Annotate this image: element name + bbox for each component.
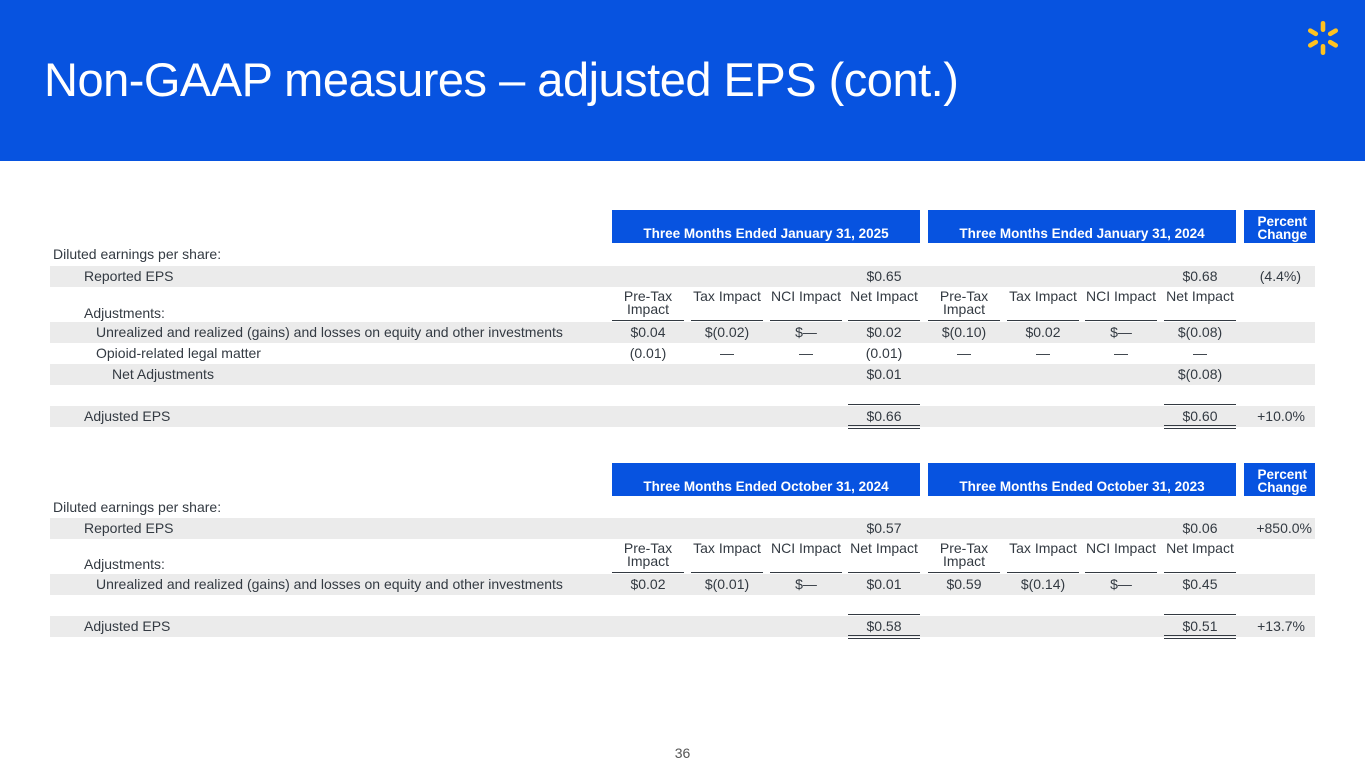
adjusted-eps-label: Adjusted EPS: [84, 408, 171, 424]
reported-eps-label: Reported EPS: [84, 520, 174, 536]
value-cell: —: [1114, 345, 1128, 361]
value-cell: —: [957, 345, 971, 361]
title-banner: [0, 0, 1365, 161]
adjusted-eps-label: Adjusted EPS: [84, 618, 171, 634]
adjustments-label: Adjustments:: [84, 305, 165, 321]
percent-change-header: Percent Change: [1244, 463, 1315, 496]
col-header-pretax-a: Pre-Tax Impact: [623, 540, 673, 569]
adjustments-header-row: [50, 539, 1315, 573]
diluted-label: Diluted earnings per share:: [53, 499, 222, 515]
col-header-nci-a: NCI Impact: [770, 540, 841, 556]
value-cell: $0.02: [1025, 324, 1061, 340]
value-cell: $0.59: [946, 576, 982, 592]
page-title: Non-GAAP measures – adjusted EPS (cont.): [44, 53, 959, 106]
reported-eps-b: $0.68: [1182, 268, 1218, 284]
value-cell: $—: [1110, 576, 1132, 592]
col-header-pretax-a: Pre-Tax Impact: [623, 288, 673, 317]
value-cell: —: [799, 345, 813, 361]
col-header-tax-b: Tax Impact: [1009, 288, 1077, 304]
reported-eps-a: $0.57: [866, 520, 902, 536]
net-adjustments-label: Net Adjustments: [112, 366, 214, 382]
period-header-b: Three Months Ended October 31, 2023: [928, 463, 1236, 496]
reported-eps-label: Reported EPS: [84, 268, 174, 284]
value-cell: $(0.08): [1177, 324, 1223, 340]
percent-change-header: Percent Change: [1244, 210, 1315, 243]
col-header-pretax-b: Pre-Tax Impact: [939, 540, 989, 569]
col-header-tax-a: Tax Impact: [693, 540, 761, 556]
diluted-label: Diluted earnings per share:: [53, 246, 222, 262]
col-header-pretax-b: Pre-Tax Impact: [939, 288, 989, 317]
value-cell: —: [720, 345, 734, 361]
col-header-net-a: Net Impact: [850, 288, 918, 304]
value-cell: $0.02: [630, 576, 666, 592]
value-cell: $0.45: [1182, 576, 1218, 592]
value-cell: $(0.01): [704, 576, 750, 592]
period-header-a: Three Months Ended October 31, 2024: [612, 463, 920, 496]
reported-eps-b: $0.06: [1182, 520, 1218, 536]
adjustment-row: [50, 322, 1315, 343]
adjusted-eps-row: [50, 406, 1315, 427]
adjusted-eps-b: $0.51: [1182, 618, 1218, 634]
reported-eps-pct: (4.4%): [1259, 268, 1301, 284]
value-cell: $0.02: [866, 324, 902, 340]
adjustment-row: [50, 343, 1315, 364]
adjustments-header-row: [50, 288, 1315, 322]
value-cell: $0.04: [630, 324, 666, 340]
col-header-tax-b: Tax Impact: [1009, 540, 1077, 556]
reported-eps-a: $0.65: [866, 268, 902, 284]
adjustment-label: Unrealized and realized (gains) and losses on equity and other investments: [96, 324, 563, 340]
net-adjustments-row: [50, 364, 1315, 385]
col-header-nci-b: NCI Impact: [1085, 540, 1156, 556]
adjusted-eps-a: $0.58: [866, 618, 902, 634]
value-cell: (0.01): [865, 345, 903, 361]
adjusted-eps-a: $0.66: [866, 408, 902, 424]
value-cell: —: [1036, 345, 1050, 361]
col-header-net-b: Net Impact: [1166, 288, 1234, 304]
col-header-nci-b: NCI Impact: [1085, 288, 1156, 304]
adjustment-label: Opioid-related legal matter: [96, 345, 261, 361]
reported-eps-row: [50, 518, 1315, 539]
diluted-row: [50, 244, 1315, 265]
value-cell: $0.01: [866, 576, 902, 592]
col-header-net-b: Net Impact: [1166, 540, 1234, 556]
value-cell: $(0.14): [1020, 576, 1066, 592]
adjusted-eps-pct: +13.7%: [1257, 618, 1305, 634]
net-adjustments-a: $0.01: [866, 366, 902, 382]
adjustments-label: Adjustments:: [84, 556, 165, 572]
adjustment-row: [50, 574, 1315, 595]
page-number: 36: [674, 745, 691, 761]
col-header-nci-a: NCI Impact: [770, 288, 841, 304]
value-cell: (0.01): [629, 345, 667, 361]
net-adjustments-b: $(0.08): [1177, 366, 1223, 382]
value-cell: $—: [795, 576, 817, 592]
adjusted-eps-pct: +10.0%: [1257, 408, 1305, 424]
value-cell: —: [1193, 345, 1207, 361]
spark-logo-icon: [1303, 20, 1343, 56]
period-header-a: Three Months Ended January 31, 2025: [612, 210, 920, 243]
value-cell: $—: [1110, 324, 1132, 340]
adjusted-eps-row: [50, 616, 1315, 637]
adjusted-eps-b: $0.60: [1182, 408, 1218, 424]
col-header-tax-a: Tax Impact: [693, 288, 761, 304]
col-header-net-a: Net Impact: [850, 540, 918, 556]
reported-eps-row: [50, 266, 1315, 287]
adjustment-label: Unrealized and realized (gains) and losses on equity and other investments: [96, 576, 563, 592]
reported-eps-pct: +850.0%: [1256, 520, 1312, 536]
value-cell: $(0.02): [704, 324, 750, 340]
value-cell: $—: [795, 324, 817, 340]
value-cell: $(0.10): [941, 324, 987, 340]
diluted-row: [50, 497, 1315, 518]
period-header-b: Three Months Ended January 31, 2024: [928, 210, 1236, 243]
